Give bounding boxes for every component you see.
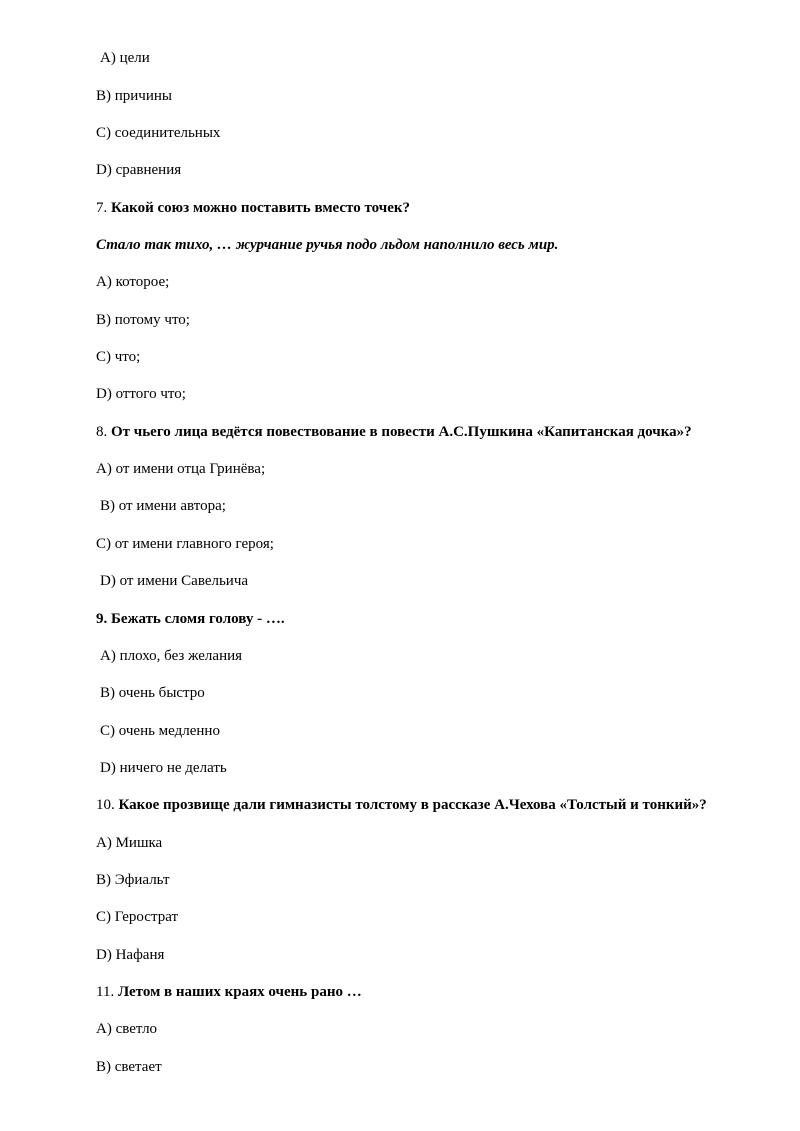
q7-option-b: В) потому что; xyxy=(96,312,190,328)
q11-question xyxy=(96,982,362,1002)
q9-option-c: С) очень медленно xyxy=(100,723,220,739)
q6-option-a: А) цели xyxy=(100,50,150,66)
q8-option-c: С) от имени главного героя; xyxy=(96,536,274,552)
q10-question-text: Какое прозвище дали гимназисты толстому в рассказе А.Чехова «Толстый и тонкий»? xyxy=(118,797,707,813)
q8-option-a: А) от имени отца Гринёва; xyxy=(96,461,266,477)
q7-question-text: Какой союз можно поставить вместо точек? xyxy=(111,200,410,216)
q8-question xyxy=(96,422,692,442)
q10-option-b: В) Эфиальт xyxy=(96,872,170,888)
q9-option-b: В) очень быстро xyxy=(100,685,205,701)
q8-number: 8. xyxy=(96,424,111,440)
q8-option-d: D) от имени Савельича xyxy=(100,573,249,589)
q6-option-d: D) сравнения xyxy=(96,162,182,178)
q7-question xyxy=(96,198,410,218)
q8-option-b: В) от имени автора; xyxy=(100,498,226,514)
q11-question-text: Летом в наших краях очень рано … xyxy=(117,984,362,1000)
q10-question xyxy=(96,795,707,815)
q9-question: 9. Бежать сломя голову - …. xyxy=(96,611,285,627)
q10-option-c: С) Герострат xyxy=(96,909,179,925)
q7-option-d: D) оттого что; xyxy=(96,386,186,402)
q7-option-a: А) которое; xyxy=(96,274,170,290)
q11-option-b: В) светает xyxy=(96,1059,162,1075)
q10-number: 10. xyxy=(96,797,119,813)
q9-option-a: А) плохо, без желания xyxy=(100,648,243,664)
q6-option-b: В) причины xyxy=(96,88,172,104)
q7-sentence: Стало так тихо, … журчание ручья подо льдом наполнило весь мир. xyxy=(96,237,559,253)
q10-option-d: D) Нафаня xyxy=(96,947,165,963)
q7-number: 7. xyxy=(96,200,111,216)
q10-option-a: А) Мишка xyxy=(96,835,163,851)
q11-number: 11. xyxy=(96,984,118,1000)
q8-question-text: От чьего лица ведётся повествование в повести А.С.Пушкина «Капитанская дочка»? xyxy=(111,424,692,440)
q7-option-c: С) что; xyxy=(96,349,141,365)
q6-option-c: С) соединительных xyxy=(96,125,221,141)
q11-option-a: А) светло xyxy=(96,1021,158,1037)
q9-option-d: D) ничего не делать xyxy=(100,760,227,776)
